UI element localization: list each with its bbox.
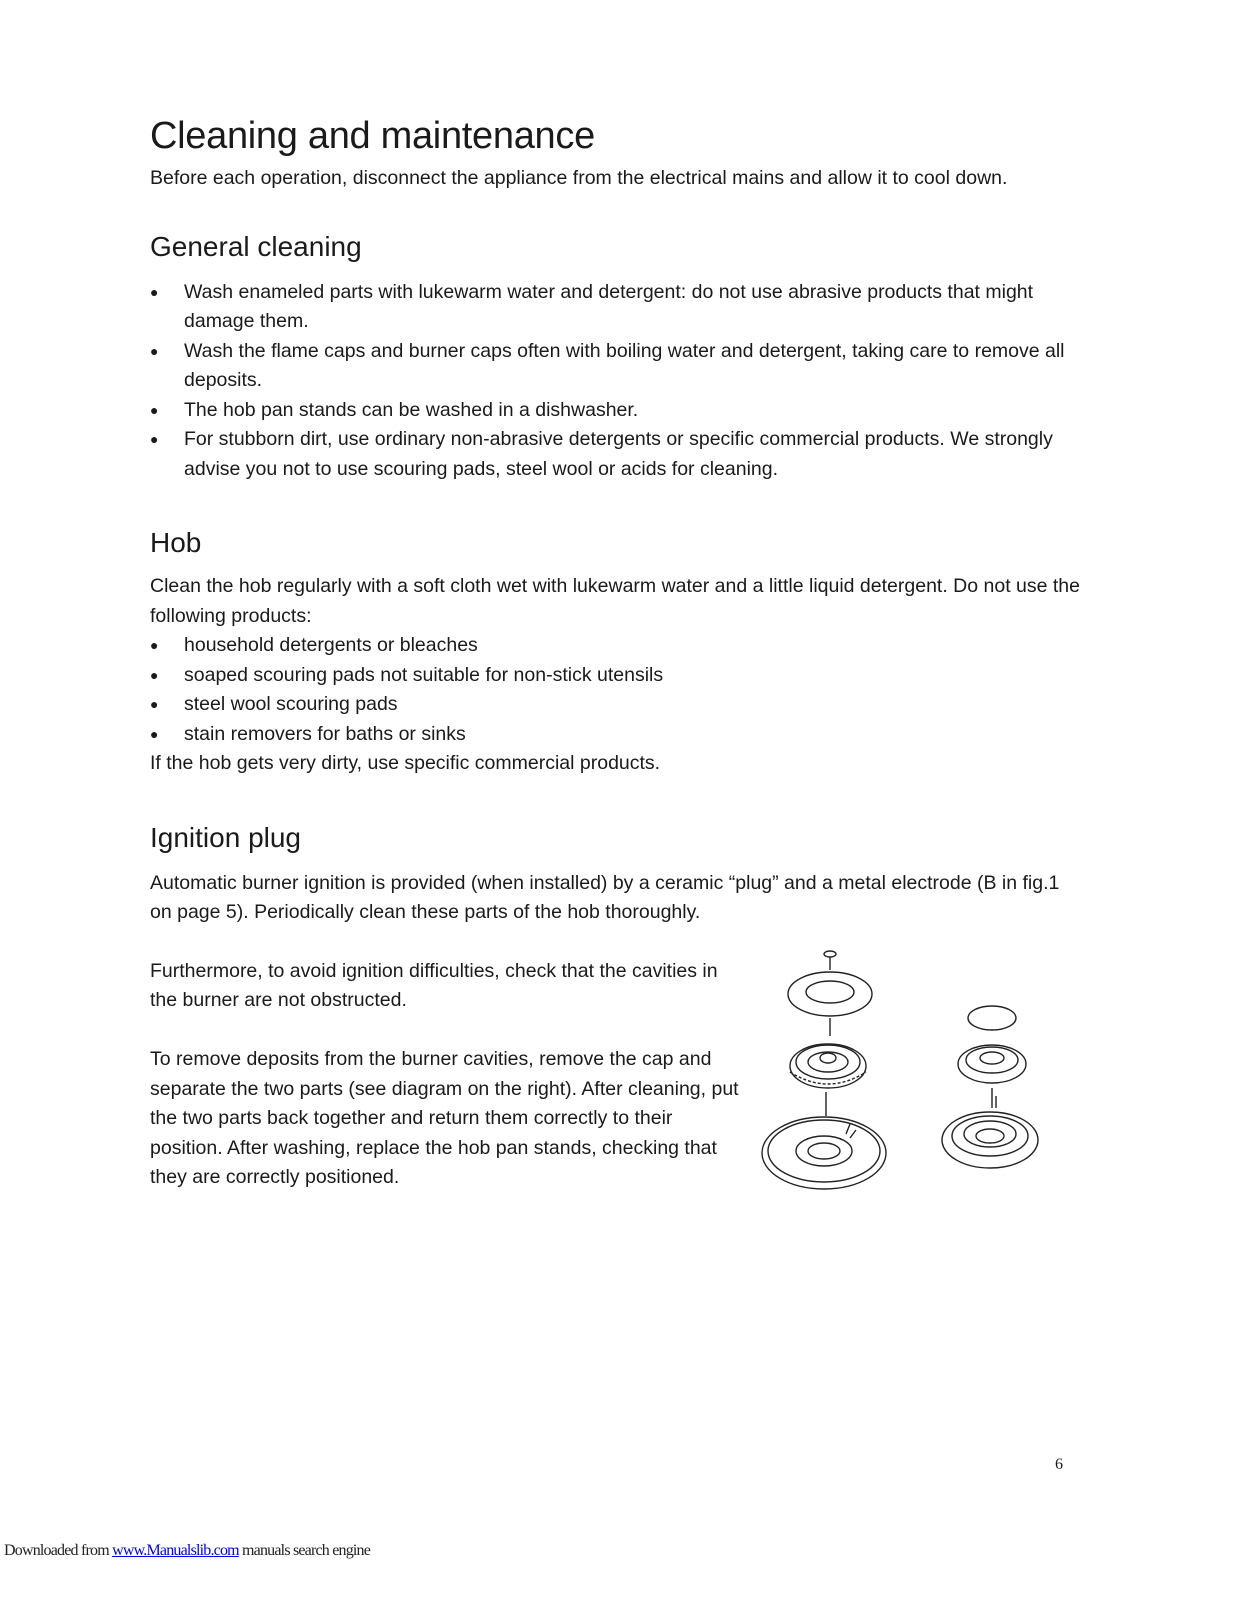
list-item: ● Wash enameled parts with lukewarm water and detergent: do not use abrasive products that might damage them. [150, 278, 1080, 337]
bullet-icon: ● [150, 342, 159, 359]
hob-closing-text: If the hob gets very dirty, use specific commercial products. [150, 752, 661, 774]
list-item: ● soaped scouring pads not suitable for non-stick utensils [150, 661, 1080, 691]
hob-text: Clean the hob regularly with a soft cloth wet with lukewarm water and a little liquid detergent. Do not use the following products: [150, 575, 1081, 627]
left-burner-illustration [762, 951, 886, 1189]
general-cleaning-list [150, 278, 1080, 485]
ignition-paragraph-2: To remove deposits from the burner cavities, remove the cap and separate the two parts (see diagram on the right). After cleaning, put the two parts back together and return them correctly to their position. After washing, replace the hob pan stands, checking that they are correctly positioned. [150, 1048, 739, 1188]
bullet-icon: ● [150, 666, 159, 683]
general-cleaning-heading: General cleaning [150, 230, 362, 262]
footer-prefix: Downloaded from [4, 1542, 113, 1559]
bullet-icon: ● [150, 637, 159, 653]
page-title: Cleaning and maintenance [150, 115, 595, 157]
bullet-icon: ● [150, 725, 159, 742]
manualslib-link[interactable]: www.Manualslib.com [112, 1542, 239, 1559]
ignition-plug-heading: Ignition plug [150, 821, 302, 853]
ignition-paragraphs [150, 957, 750, 1193]
hob-heading: Hob [150, 527, 202, 558]
download-footer [4, 1542, 370, 1560]
bullet-icon: ● [150, 696, 159, 712]
page-number: 6 [1055, 1456, 1063, 1473]
hob-products-list [150, 631, 1080, 749]
bullet-icon: ● [150, 401, 159, 418]
burner-diagram [760, 948, 1060, 1198]
right-burner-illustration [942, 1006, 1038, 1168]
bullet-icon: ● [150, 431, 159, 447]
ignition-paragraph-1: Furthermore, to avoid ignition difficulties, check that the cavities in the burner are not obstructed. [150, 959, 718, 1011]
bullet-icon: ● [150, 283, 159, 300]
list-item: ● Wash the flame caps and burner caps often with boiling water and detergent, taking care to remove all deposits. [150, 337, 1080, 396]
list-item: ● household detergents or bleaches [150, 631, 1080, 661]
intro-text: Before each operation, disconnect the appliance from the electrical mains and allow it to cool down. [150, 167, 1008, 189]
list-item: ● The hob pan stands can be washed in a dishwasher. [150, 396, 1080, 426]
ignition-text: Automatic burner ignition is provided (when installed) by a ceramic “plug” and a metal electrode (B in fig.1 on page 5). Periodically clean these parts of the hob thoroughly. [150, 871, 1060, 923]
list-item: ● stain removers for baths or sinks [150, 720, 1080, 750]
footer-suffix: manuals search engine [238, 1542, 371, 1559]
list-item: ● steel wool scouring pads [150, 690, 1080, 720]
list-item: ● For stubborn dirt, use ordinary non-abrasive detergents or specific commercial products. We strongly advise you not to use scouring pads, steel wool or acids for cleaning. [150, 425, 1080, 484]
